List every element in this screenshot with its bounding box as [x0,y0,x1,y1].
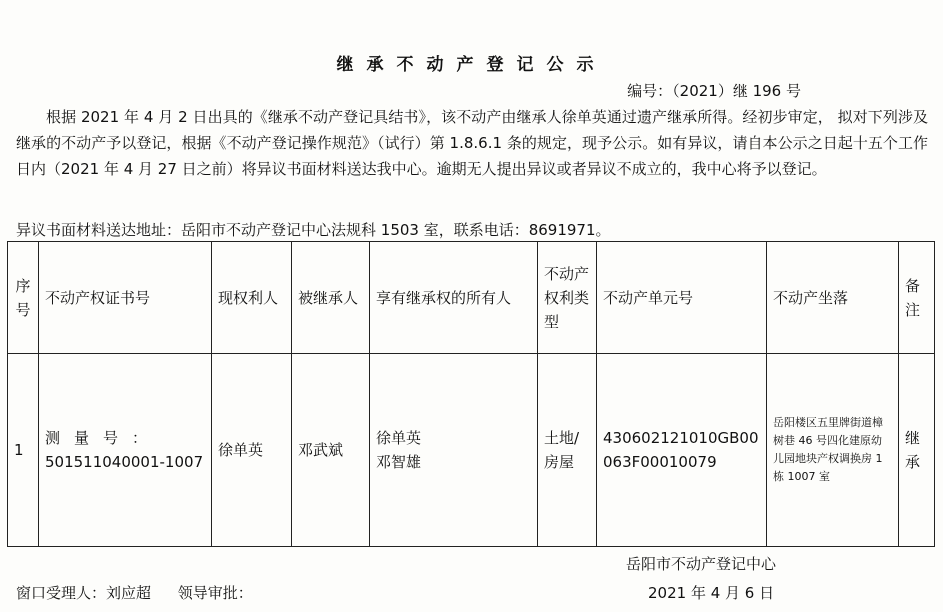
cell-remark: 继承 [899,354,935,547]
header-unit-no: 不动产单元号 [597,242,767,354]
leader-approval: 领导审批： [177,584,253,602]
issuing-organization: 岳阳市不动产登记中心 [626,555,777,573]
heir-name: 邓智雄 [376,453,422,471]
heir-name: 徐单英 [376,429,422,447]
cell-location: 岳阳楼区五里牌街道樟树巷 46 号四化建原幼儿园地块产权调换房 1 栋 1007 室 [767,354,899,547]
objection-address: 异议书面材料送达地址：岳阳市不动产登记中心法规科 1503 室，联系电话：8691971。 [16,221,611,239]
header-cert-no: 不动产权证书号 [39,242,212,354]
issue-date: 2021 年 4 月 6 日 [648,584,775,602]
document-number: 编号：（2021）继 196 号 [627,82,801,100]
cert-number: 501511040001-1007 [45,453,204,471]
header-heirs: 享有继承权的所有人 [370,242,538,354]
cell-unit-no: 430602121010GB00063F00010079 [597,354,767,547]
cell-right-type: 土地/房屋 [538,354,597,547]
cell-heirs [370,354,538,547]
header-holder: 现权利人 [212,242,292,354]
header-location: 不动产坐落 [767,242,899,354]
cell-decedent: 邓武斌 [292,354,370,547]
table-header-row [8,242,935,354]
footer-signatures [16,582,275,603]
header-seq: 序号 [8,242,39,354]
window-receiver: 窗口受理人：刘应超 [16,584,152,602]
header-decedent: 被继承人 [292,242,370,354]
header-remark: 备注 [899,242,935,354]
cell-seq: 1 [8,354,39,547]
cell-cert-no [39,354,212,547]
registration-table [7,241,935,547]
cert-label: 测量号： [45,429,162,447]
header-right-type: 不动产权利类型 [538,242,597,354]
cell-holder: 徐单英 [212,354,292,547]
notice-paragraph: 根据 2021 年 4 月 2 日出具的《继承不动产登记具结书》，该不动产由继承人徐单英通过遗产继承所得。经初步审定， 拟对下列涉及继承的不动产予以登记，根据《不动产登记操作规范》（试行）第 1.8.6.1 条的规定，现予公示。如有异议，请自本公示之日起十五个工作日内（2021 年 4 月 27 日之前）将异议书面材料送达我中心。逾期无人提出异议或者异议不成立的，我中心将予以登记。 [16,108,928,178]
table-row [8,354,935,547]
notice-title: 继承不动产登记公示 [336,55,607,75]
